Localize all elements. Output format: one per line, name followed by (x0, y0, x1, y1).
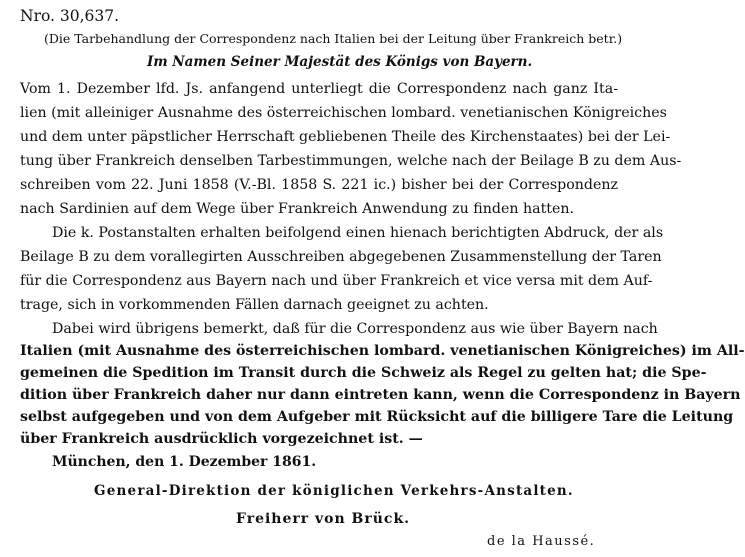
signature-1: Freiherr von Brück. (236, 511, 411, 527)
paragraph-2-line-4: trage, sich in vorkommenden Fällen darnach geeignet zu achten. (20, 297, 489, 313)
paragraph-2-line-2: Beilage B zu dem vorallegirten Ausschreiben abgegebenen Zusammenstellung der Taren (20, 249, 662, 265)
paragraph-3-line-5: selbst aufgegeben und von dem Aufgeber mit Rücksicht auf die billigere Tare die Leitung (20, 409, 734, 425)
paragraph-3-line-6: über Frankreich ausdrücklich vorgezeichnet ist. — (20, 431, 423, 447)
paragraph-1-line-3: und dem unter päpstlicher Herrschaft gebliebenen Theile des Kirchenstaates) bei der Lei- (20, 129, 671, 145)
paragraph-3-line-1: Dabei wird übrigens bemerkt, daß für die Correspondenz aus wie über Bayern nach (52, 321, 658, 337)
paragraph-1-line-2: lien (mit alleiniger Ausnahme des österreichischen lombard. venetianischen Königreiches (20, 105, 667, 121)
document-heading: Im Namen Seiner Majestät des Königs von Bayern. (147, 54, 533, 70)
document-subtitle: (Die Tarbehandlung der Correspondenz nach Italien bei der Leitung über Frankreich betr.) (44, 31, 623, 46)
paragraph-2-line-3: für die Correspondenz aus Bayern nach und über Frankreich et vice versa mit dem Auf- (20, 273, 653, 289)
directorate-line: General-Direktion der königlichen Verkehrs-Anstalten. (94, 483, 574, 499)
date-line: München, den 1. Dezember 1861. (52, 454, 317, 470)
paragraph-1-line-4: tung über Frankreich denselben Tarbestimmungen, welche nach der Beilage B zu dem Aus- (20, 153, 682, 169)
document-number: Nro. 30,637. (20, 7, 120, 25)
paragraph-2-line-1: Die k. Postanstalten erhalten beifolgend einen hienach berichtigten Abdruck, der als (52, 225, 664, 241)
paragraph-1-line-6: nach Sardinien auf dem Wege über Frankreich Anwendung zu finden hatten. (20, 201, 575, 217)
paragraph-3-line-4: dition über Frankreich daher nur dann eintreten kann, wenn die Correspondenz in Bayern (20, 387, 741, 403)
paragraph-3-line-3: gemeinen die Spedition im Transit durch die Schweiz als Regel zu gelten hat; die Spe- (20, 365, 707, 381)
paragraph-1-line-1: Vom 1. Dezember lfd. Js. anfangend unterliegt die Correspondenz nach ganz Ita- (20, 81, 618, 97)
paragraph-3-line-2: Italien (mit Ausnahme des österreichischen lombard. venetianischen Königreiches) im All- (20, 343, 745, 359)
paragraph-1-line-5: schreiben vom 22. Juni 1858 (V.-Bl. 1858 S. 221 ic.) bisher bei der Correspondenz (20, 177, 618, 193)
signature-2: de la Haussé. (487, 534, 596, 549)
